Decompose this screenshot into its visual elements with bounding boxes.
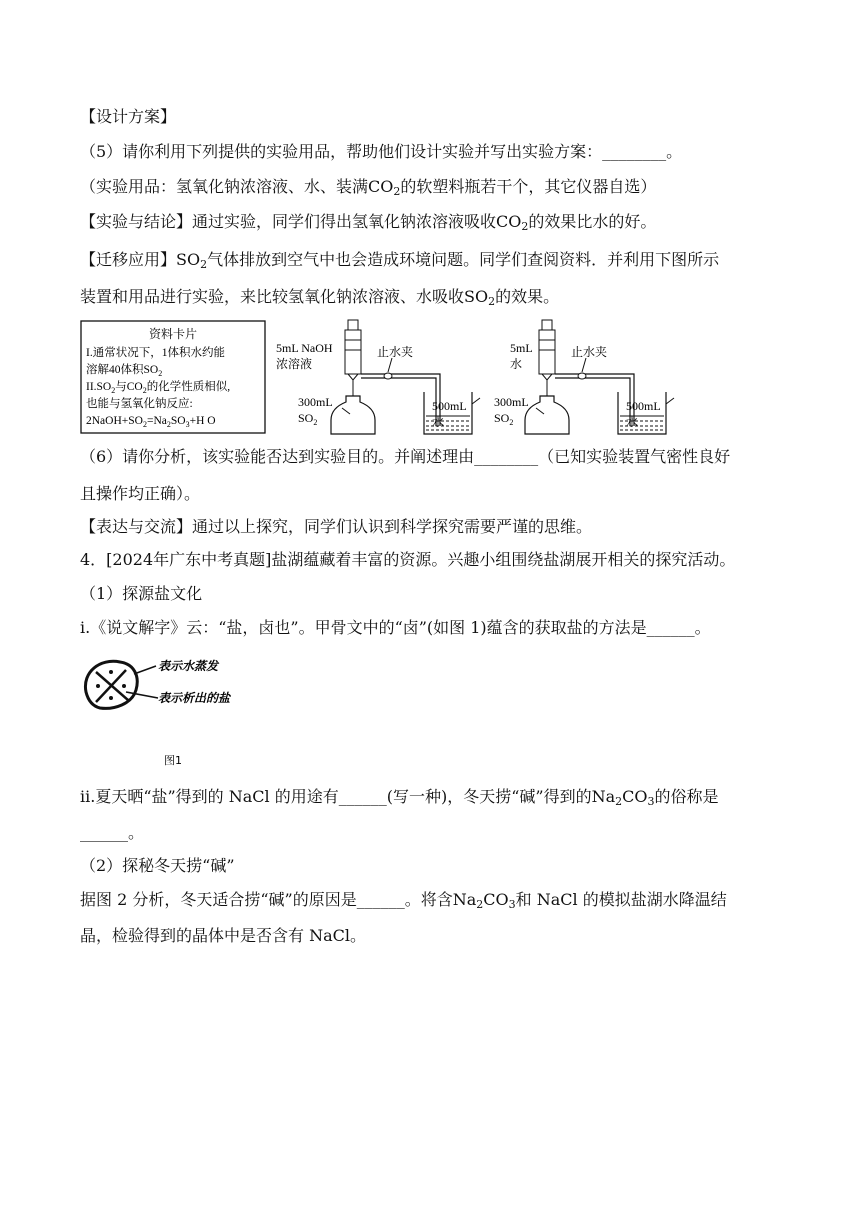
question-5: （5）请你利用下列提供的实验用品，帮助他们设计实验并写出实验方案：________。 [80, 142, 683, 161]
transfer-line1-post: 气体排放到空气中也会造成环境问题。同学们查阅资料．并利用下图所示 [207, 250, 720, 269]
item-ii-post: 的俗称是 [654, 787, 719, 806]
formula-co2: $CO_2$ [368, 177, 401, 198]
right-bottle-label-1: 300mL [494, 395, 529, 409]
analysis-post: 和 NaCl 的模拟盐湖水降温结 [515, 890, 727, 909]
conclusion-pre: 【实验与结论】通过实验，同学们得出氢氧化钠浓溶液吸收 [80, 212, 497, 231]
left-bottle-label-2: $SO_2$ [298, 411, 318, 427]
card-line-5: $2NaOH+SO_2=Na_2SO_3+H$ O [86, 415, 216, 429]
expression-exchange: 【表达与交流】通过以上探究，同学们认识到科学探究需要严谨的思维。 [80, 517, 593, 536]
left-beaker-label-1: 500mL [432, 399, 467, 413]
section-heading-design: 【设计方案】 [80, 107, 177, 126]
materials-pre: （实验用品：氢氧化钠浓溶液、水、装满 [80, 177, 369, 196]
card-line-1: I.通常状况下，1体积水约能 [86, 347, 225, 359]
left-clamp-label: 止水夹 [377, 345, 414, 359]
part-2-heading: （2）探秘冬天捞“碱” [80, 856, 235, 875]
card-line-4: 也能与氢氧化钠反应: [86, 398, 193, 410]
right-beaker-label-1: 500mL [626, 399, 661, 413]
card-line-3: $II.SO_2$与$CO_2$的化学性质相似, [86, 381, 231, 395]
card-title: 资料卡片 [148, 327, 198, 341]
oracle-bone-lu-glyph [78, 652, 238, 772]
analysis-line-1 [80, 889, 727, 911]
right-funnel-label-2: 水 [510, 357, 523, 371]
right-beaker-label-2: 水 [626, 415, 639, 429]
apparatus-diagram [80, 318, 680, 438]
formula-so2: $SO_2$ [176, 250, 208, 271]
left-bottle-label-1: 300mL [298, 395, 333, 409]
item-i: ⅰ.《说文解字》云：“盐，卤也”。甲骨文中的“卤”(如图 1)蕴含的获取盐的方法是______。 [80, 618, 711, 637]
item-ii-line-2: ______。 [80, 823, 145, 842]
left-beaker-label-2: 水 [432, 415, 445, 429]
analysis-pre: 据图 2 分析，冬天适合捞“碱”的原因是______。将含 [80, 890, 453, 909]
question-4-title: 4．[2024年广东中考真题]盐湖蕴藏着丰富的资源。兴趣小组围绕盐湖展开相关的探究活动。 [80, 550, 736, 569]
analysis-line-2: 晶，检验得到的晶体中是否含有 NaCl。 [80, 926, 366, 945]
materials-line [80, 176, 656, 198]
formula-so2-2: $SO_2$ [464, 287, 496, 308]
right-bottle-label-2: $SO_2$ [494, 411, 514, 427]
question-6-line-1: （6）请你分析，该实验能否达到实验目的。并阐述理由________（已知实验装置气密性良好 [80, 447, 731, 466]
transfer-label: 【迁移应用】 [80, 250, 177, 269]
left-funnel-label-1: 5mL NaOH [276, 341, 333, 355]
right-clamp-label: 止水夹 [571, 345, 608, 359]
question-6-line-2: 且操作均正确）。 [80, 484, 201, 503]
fig1-label-salt: 表示析出的盐 [158, 691, 231, 705]
transfer-line2-pre: 装置和用品进行实验，来比较氢氧化钠浓溶液、水吸收 [80, 287, 465, 306]
figure-1 [78, 652, 238, 772]
fig1-label-evaporation: 表示水蒸发 [158, 659, 219, 673]
left-apparatus [331, 320, 480, 434]
left-funnel-label-2: 浓溶液 [276, 357, 313, 371]
item-ii-line-1 [80, 786, 719, 808]
right-funnel-label-1: 5mL [510, 341, 533, 355]
item-ii-pre: ⅱ.夏天晒“盐”得到的 NaCl 的用途有______(写一种)，冬天捞“碱”得到的 [80, 787, 592, 806]
right-apparatus [525, 320, 674, 434]
transfer-line-2 [80, 286, 559, 308]
formula-co2-2: $CO_2$ [496, 212, 529, 233]
experiment-figure [80, 318, 680, 438]
formula-na2co3: $Na_2CO_3$ [591, 787, 655, 808]
fig1-caption: 图1 [164, 754, 182, 767]
materials-post: 的软塑料瓶若干个，其它仪器自选） [400, 177, 657, 196]
transfer-line-1 [80, 249, 719, 271]
transfer-line2-post: 的效果。 [495, 287, 560, 306]
card-line-2: 溶解40体积$SO_2$ [86, 364, 163, 378]
part-1-heading: （1）探源盐文化 [80, 584, 203, 603]
conclusion-line [80, 211, 656, 233]
formula-na2co3-2: $Na_2CO_3$ [452, 890, 516, 911]
conclusion-post: 的效果比水的好。 [528, 212, 657, 231]
